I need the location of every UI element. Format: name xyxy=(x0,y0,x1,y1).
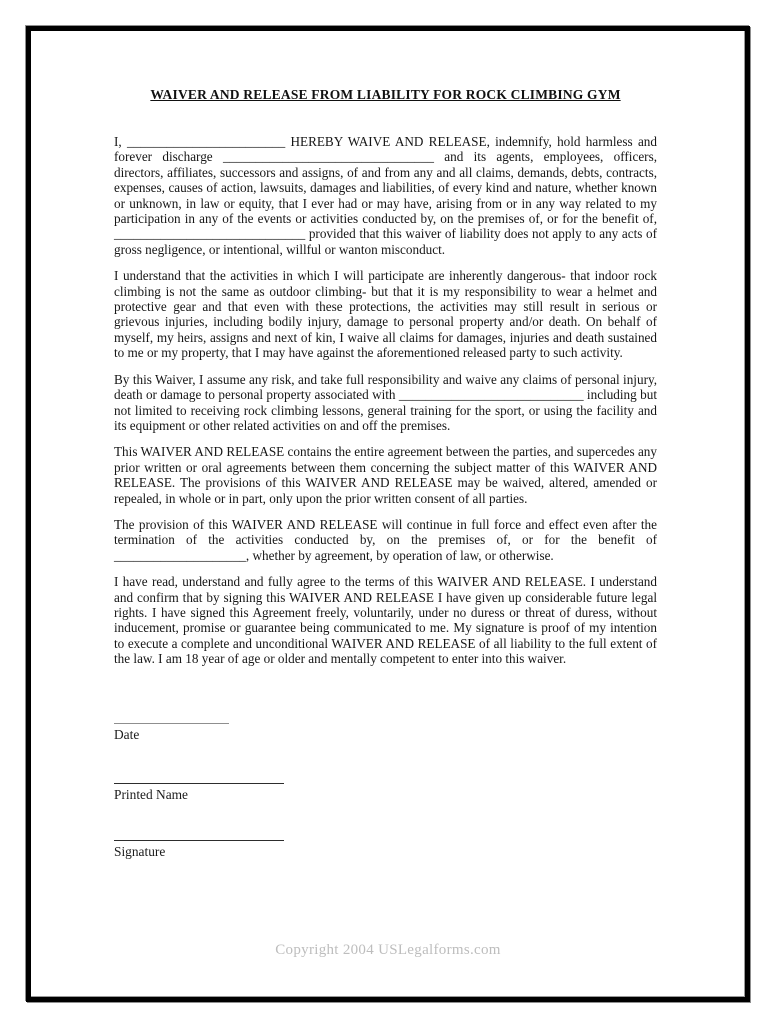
paragraph-assume-risk: By this Waiver, I assume any risk, and take full responsibility and waive any claims of personal injury, death or damage to personal property associated with ____________________________ including but not limited to receiving rock climbing lessons, general training for the sport, or using the facility and its equipment or other related activities on and off the premises. xyxy=(114,371,657,433)
printed-name-line[interactable] xyxy=(114,783,284,784)
paragraph-inherently-dangerous: I understand that the activities in which I will participate are inherently dangerous- that indoor rock climbing is not the same as outdoor climbing- but that it is my responsibility to wear a helmet and protective gear and that even with these protections, the activities may still result in serious or grievous injuries, including bodily injury, damage to personal property and/or death. On behalf of myself, my heirs, assigns and next of kin, I waive all claims for damages, injuries and death sustained to me or my property, that I may have against the aforementioned released party to such activity. xyxy=(114,268,657,361)
printed-name-field xyxy=(114,783,657,803)
paragraph-continuing-provision: The provision of this WAIVER AND RELEASE will continue in full force and effect even after the termination of the activities conducted by, on the premises of, or for the benefit of ____________________, whether by agreement, by operation of law, or otherwise. xyxy=(114,516,657,563)
document-title: WAIVER AND RELEASE FROM LIABILITY FOR ROCK CLIMBING GYM xyxy=(150,87,621,102)
copyright-notice: Copyright 2004 USLegalforms.com xyxy=(275,942,501,958)
signature-label: Signature xyxy=(114,843,166,859)
signature-line[interactable] xyxy=(114,840,284,841)
printed-name-label: Printed Name xyxy=(114,786,189,802)
paragraph-waiver-release: I, ________________________ HEREBY WAIVE AND RELEASE, indemnify, hold harmless and forever discharge ________________________________ and its agents, employees, officers, directors, affiliates, successors and assigns, of and from any and all claims, demands, debts, contracts, expenses, causes of action, lawsuits, damages and liabilities, of every kind and nature, whether known or unknown, in law or equity, that I ever had or may have, arising from or in any way related to my participation in any of the events or activities conducted by, on the premises of, or for the benefit of, _____________________________ provided that this waiver of liability does not apply to any acts of gross negligence, or intentional, willful or wanton misconduct. xyxy=(114,134,657,257)
document-body xyxy=(114,134,657,667)
paragraph-entire-agreement: This WAIVER AND RELEASE contains the entire agreement between the parties, and supercedes any prior written or oral agreements between them concerning the subject matter of this WAIVER AND RELEASE. The provisions of this WAIVER AND RELEASE may be waived, altered, amended or repealed, in whole or in part, only upon the prior written consent of all parties. xyxy=(114,444,657,506)
date-field xyxy=(114,723,657,743)
date-line[interactable] xyxy=(114,723,229,724)
paragraph-acknowledgement: I have read, understand and fully agree to the terms of this WAIVER AND RELEASE. I understand and confirm that by signing this WAIVER AND RELEASE I have given up considerable future legal rights. I have signed this Agreement freely, voluntarily, under no duress or threat of duress, without inducement, promise or guarantee being communicated to me. My signature is proof of my intention to execute a complete and unconditional WAIVER AND RELEASE of all liability to the full extent of the law. I am 18 year of age or older and mentally competent to enter into this waiver. xyxy=(114,574,657,667)
signature-field xyxy=(114,840,657,860)
date-label: Date xyxy=(114,726,140,742)
page-border xyxy=(26,26,750,1002)
page-content xyxy=(31,31,745,997)
signature-section xyxy=(114,723,657,860)
